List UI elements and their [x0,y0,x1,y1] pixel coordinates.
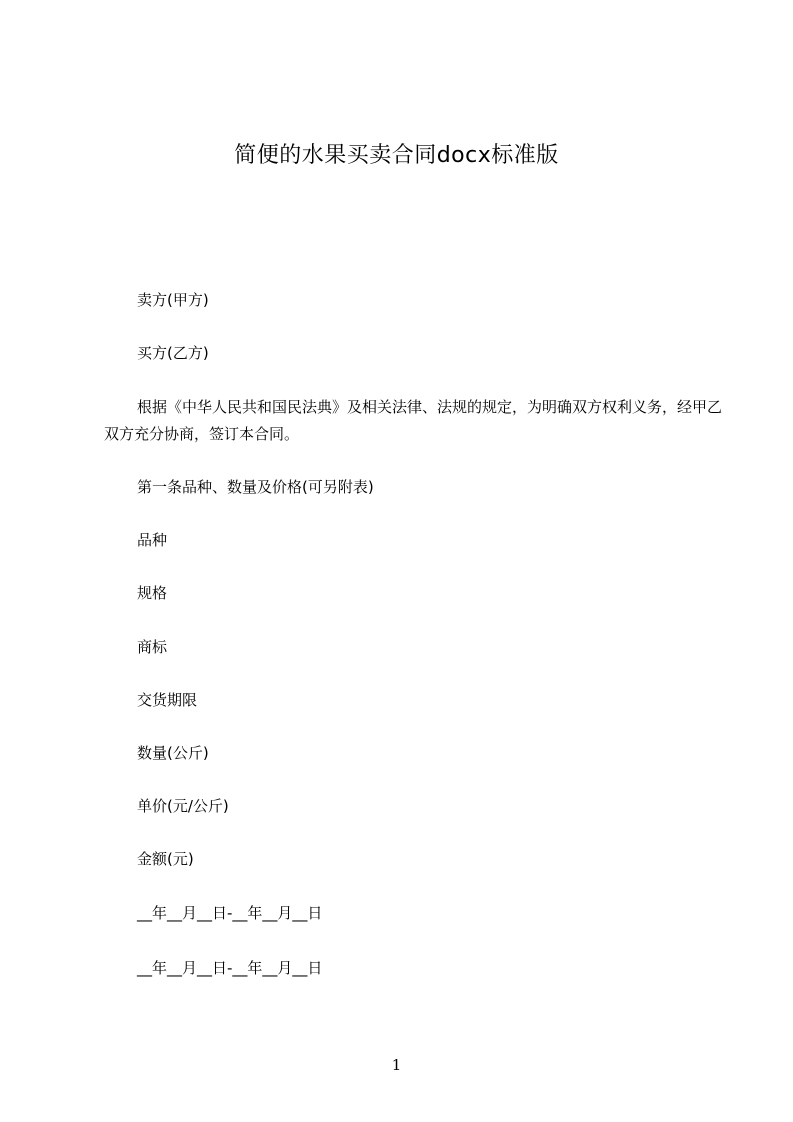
document-title: 简便的水果买卖合同docx标准版 [234,143,559,168]
buyer-line: 买方(乙方) [137,344,209,362]
date-range-line: __年__月__日-__年__月__日 [137,904,323,922]
quantity-line: 数量(公斤) [137,744,209,762]
unit-price-line: 单价(元/公斤) [137,797,229,815]
variety-line: 品种 [137,531,168,549]
spec-line: 规格 [137,584,168,602]
seller-line: 卖方(甲方) [137,291,209,309]
amount-line: 金额(元) [137,850,194,868]
intro-paragraph [104,394,724,448]
date-range-line: __年__月__日-__年__月__日 [137,959,323,977]
page-number: 1 [391,1056,402,1074]
trademark-line: 商标 [137,638,168,656]
intro-text: 根据《中华人民共和国民法典》及相关法律、法规的规定，为明确双方权利义务，经甲乙双方充分协商，签订本合同。 [104,398,723,443]
delivery-period-line: 交货期限 [137,691,198,709]
article-1-heading: 第一条品种、数量及价格(可另附表) [137,478,374,496]
